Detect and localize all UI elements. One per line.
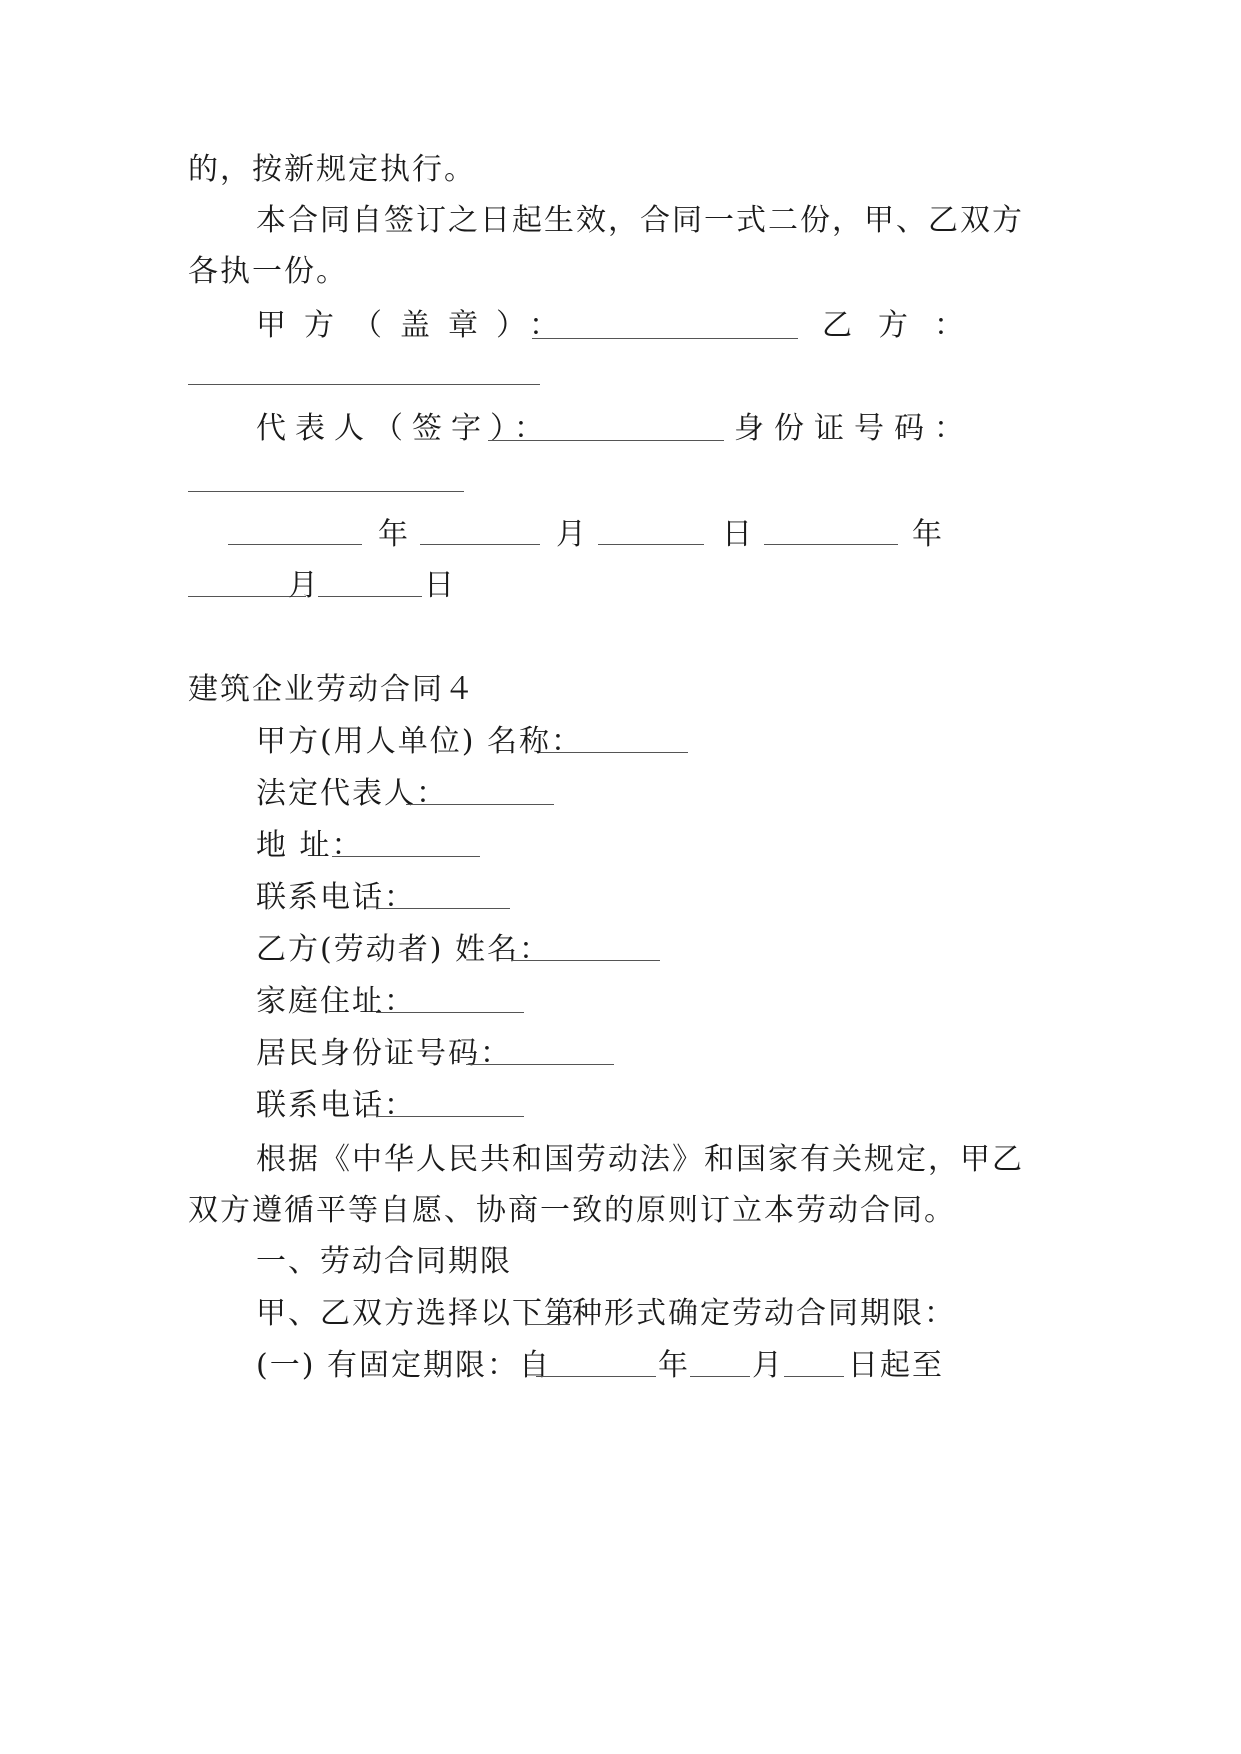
contract-title: 建筑企业劳动合同４ <box>188 672 476 707</box>
legal-rep-blank <box>406 804 554 805</box>
year-label: 年 <box>658 1348 690 1383</box>
legal-rep-label: 法定代表人： <box>256 776 448 811</box>
phone-blank <box>376 1116 524 1117</box>
resident-id-label: 居民身份证号码： <box>256 1036 512 1071</box>
address-label: 地 址： <box>256 828 364 863</box>
home-address-blank <box>376 1012 524 1013</box>
year-label: 年 <box>912 517 944 552</box>
address-blank <box>332 856 480 857</box>
date-blank-day-2 <box>318 596 422 597</box>
employer-name-label: 甲方(用人单位) 名称： <box>256 724 583 759</box>
date-blank-year-2 <box>764 544 898 545</box>
id-number-blank <box>188 491 464 492</box>
date-blank-year-1 <box>228 544 362 545</box>
phone-blank <box>376 908 510 909</box>
day-label: 日 <box>424 568 456 603</box>
text-line: 根据《中华人民共和国劳动法》和国家有关规定，甲乙 <box>256 1142 1024 1177</box>
home-address-label: 家庭住址： <box>256 984 416 1019</box>
party-b-label: 乙方： <box>822 308 990 343</box>
employer-name-blank <box>540 752 688 753</box>
choose-form-suffix: 种形式确定劳动合同期限： <box>572 1296 956 1331</box>
year-label: 年 <box>378 517 410 552</box>
phone-label: 联系电话： <box>256 880 416 915</box>
resident-id-blank <box>466 1064 614 1065</box>
date-blank-month-1 <box>420 544 540 545</box>
date-blank-day-1 <box>598 544 704 545</box>
party-b-blank <box>188 384 540 385</box>
month-label: 月 <box>556 517 588 552</box>
section-heading: 一、劳动合同期限 <box>256 1244 512 1279</box>
fixed-year-blank <box>536 1376 656 1377</box>
employee-name-blank <box>512 960 660 961</box>
text-line: 各执一份。 <box>188 254 348 289</box>
fixed-day-blank <box>784 1376 844 1377</box>
party-a-blank <box>532 338 798 339</box>
text-line: 双方遵循平等自愿、协商一致的原则订立本劳动合同。 <box>188 1193 956 1228</box>
text-line: 的，按新规定执行。 <box>188 152 476 187</box>
month-label: 月 <box>288 568 320 603</box>
party-a-seal-label: 甲方（盖章）： <box>256 308 577 343</box>
fixed-day-suffix: 日起至 <box>848 1348 944 1383</box>
choose-form-label: 甲、乙双方选择以下第 <box>256 1296 576 1331</box>
fixed-term-label: (一) 有固定期限：自 <box>256 1348 551 1383</box>
text-line: 本合同自签订之日起生效，合同一式二份，甲、乙双方 <box>256 203 1024 238</box>
rep-sign-label: 代表人（签字）： <box>256 411 553 446</box>
id-number-label: 身份证号码： <box>734 411 974 446</box>
fixed-month-blank <box>690 1376 750 1377</box>
phone-label: 联系电话： <box>256 1088 416 1123</box>
rep-sign-blank <box>488 440 724 441</box>
form-number-blank <box>526 1324 570 1325</box>
day-label: 日 <box>722 517 754 552</box>
employee-name-label: 乙方(劳动者) 姓名： <box>256 932 551 967</box>
month-label: 月 <box>752 1348 784 1383</box>
